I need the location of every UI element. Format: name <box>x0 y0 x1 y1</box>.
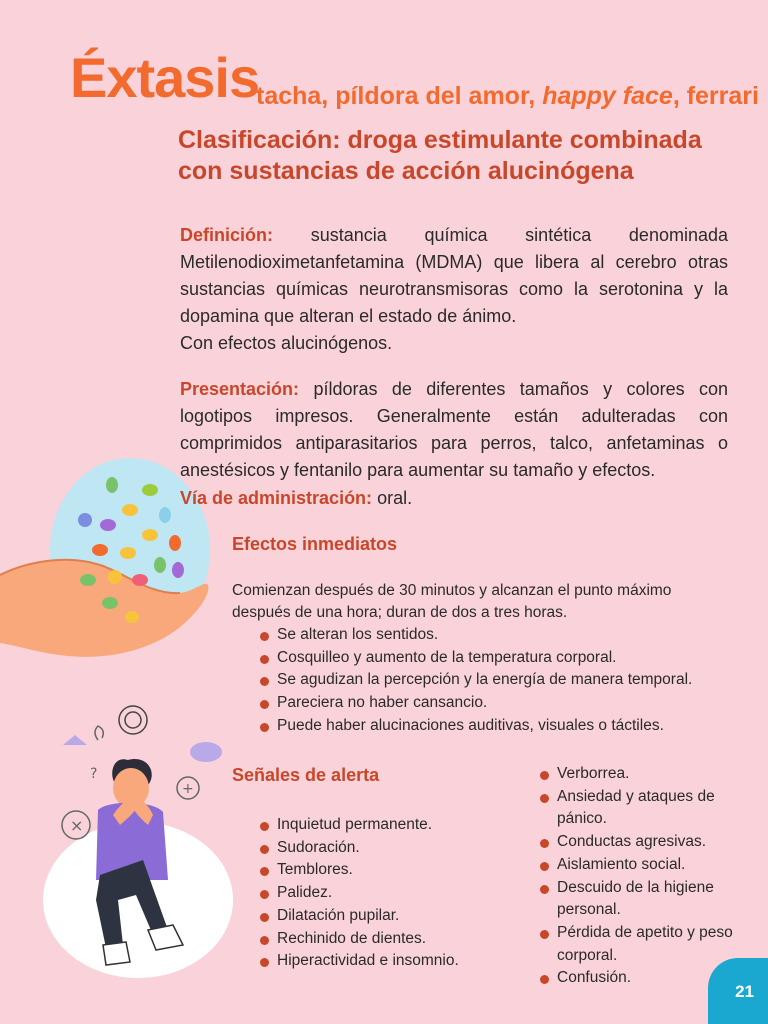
page-title: Éxtasis <box>70 46 260 109</box>
list-item: Cosquilleo y aumento de la temperatura corporal. <box>260 647 720 670</box>
immediate-effects-heading: Efectos inmediatos <box>232 534 398 554</box>
list-item: Sudoración. <box>260 837 520 860</box>
list-item: Se agudizan la percepción y la energía de manera temporal. <box>260 669 720 692</box>
distressed-person-icon <box>28 700 243 980</box>
list-item: Hiperactividad e insomnio. <box>260 950 520 973</box>
list-item: Confusión. <box>540 967 740 990</box>
list-item: Pareciera no haber cansancio. <box>260 692 720 715</box>
drug-aliases <box>256 84 759 109</box>
alias-italic: happy face <box>542 82 673 110</box>
presentation-label: Presentación: <box>180 379 300 399</box>
administration-line <box>180 485 412 512</box>
svg-text:?: ? <box>90 766 98 782</box>
list-item: Puede haber alucinaciones auditivas, visuales o táctiles. <box>260 715 720 738</box>
svg-text:+: + <box>182 781 194 797</box>
list-item: Verborrea. <box>540 763 740 786</box>
presentation-paragraph <box>180 376 728 484</box>
definition-text: sustancia química sintética denominada Metilenodioximetanfetamina (MDMA) que libera al cerebro otras sustancias químicas neurotransmisoras como la serotonina y la dopamina que alteran el estado de ánimo. <box>180 225 728 326</box>
list-item: Ansiedad y ataques de pánico. <box>540 786 740 831</box>
warning-signs-list-right <box>540 763 740 990</box>
administration-text: oral. <box>372 488 413 508</box>
administration-label: Vía de administración: <box>180 488 373 508</box>
definition-extra: Con efectos alucinógenos. <box>180 333 393 353</box>
presentation-text: píldoras de diferentes tamaños y colores con logotipos impresos. Generalmente están adulteradas con comprimidos antiparasitarios para perros, talco, anfetaminas o anestésicos y fentanilo para aumentar su tamaño y efectos. <box>180 379 728 480</box>
list-item: Inquietud permanente. <box>260 814 520 837</box>
list-item: Aislamiento social. <box>540 854 740 877</box>
list-item: Descuido de la higiene personal. <box>540 877 740 922</box>
definition-paragraph <box>180 222 728 357</box>
definition-label: Definición: <box>180 225 273 245</box>
list-item: Dilatación pupilar. <box>260 905 520 928</box>
warning-signs-list-left <box>260 814 520 973</box>
immediate-effects-list <box>260 624 720 738</box>
list-item: Temblores. <box>260 859 520 882</box>
list-item: Palidez. <box>260 882 520 905</box>
alias-part-1: tacha, píldora del amor, <box>256 82 543 110</box>
list-item: Pérdida de apetito y peso corporal. <box>540 922 740 967</box>
svg-text:×: × <box>70 816 84 835</box>
list-item: Conductas agresivas. <box>540 831 740 854</box>
list-item: Se alteran los sentidos. <box>260 624 720 647</box>
list-item: Rechinido de dientes. <box>260 928 520 951</box>
classification-heading: Clasificación: droga estimulante combinada con sustancias de acción alucinógena <box>178 126 702 185</box>
page-number: 21 <box>735 982 754 1001</box>
immediate-effects-intro: Comienzan después de 30 minutos y alcanzan el punto máximo después de una hora; duran de dos a tres horas. <box>232 582 672 621</box>
warning-signs-heading: Señales de alerta <box>232 765 380 785</box>
alias-part-2: , ferrari <box>672 82 759 110</box>
